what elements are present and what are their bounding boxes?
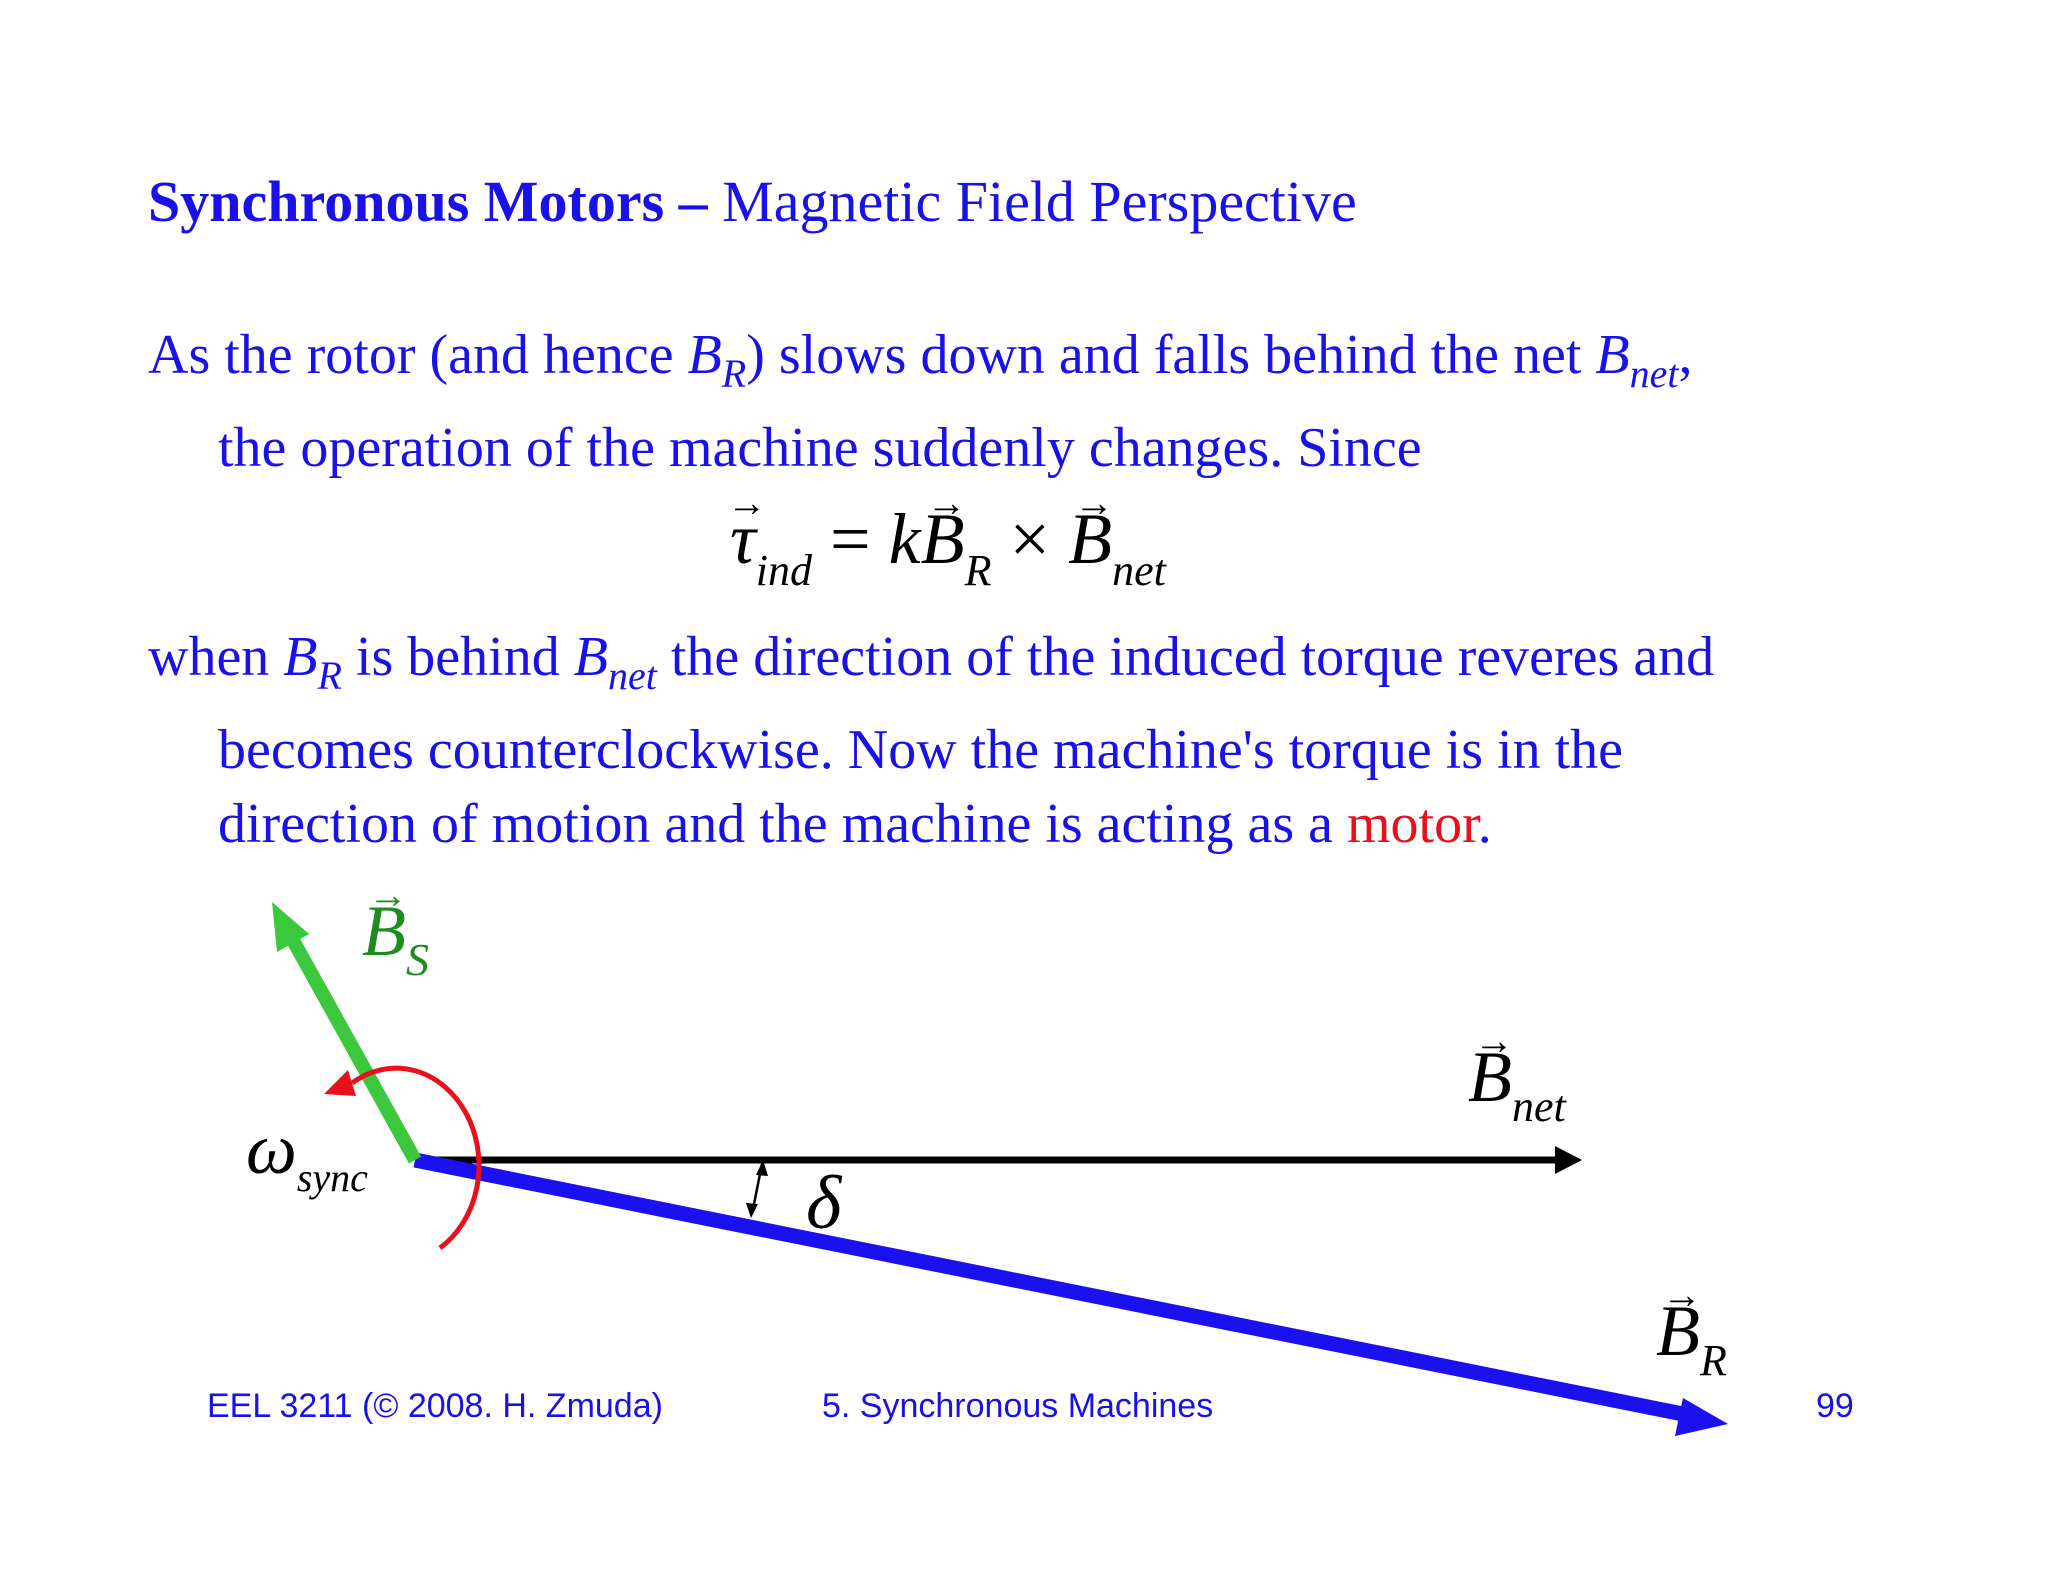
br-vector: → B	[921, 498, 965, 581]
paragraph-2-line-3: direction of motion and the machine is acting as a motor.	[218, 793, 1492, 855]
title-bold: Synchronous Motors –	[148, 169, 708, 234]
br-label: → $B_R$	[1656, 1290, 1727, 1386]
bnet-vector: → B	[1068, 498, 1112, 581]
tau-vector: → τ	[730, 498, 756, 581]
motor-word: motor	[1347, 793, 1478, 855]
footer-page-number: 99	[1816, 1387, 1854, 1425]
footer-course: EEL 3211 (© 2008. H. Zmuda)	[207, 1387, 663, 1425]
rotation-arrowhead	[324, 1070, 356, 1096]
delta-arrowhead-bottom	[746, 1203, 758, 1218]
paragraph-2-line-1: when $B_R$ is behind $B_{net}$ the direction of the induced torque reveres and	[148, 626, 1715, 698]
paragraph-1-line-2: the operation of the machine suddenly changes. Since	[218, 417, 1422, 479]
br-arrow	[415, 1160, 1688, 1415]
paragraph-1-line-1: As the rotor (and hence $B_R$) slows down and falls behind the net $B_{net}$,	[148, 324, 1693, 396]
br-arrowhead	[1675, 1398, 1728, 1436]
paragraph-2-line-2: becomes counterclockwise. Now the machine's torque is in the	[218, 719, 1624, 781]
footer-chapter: 5. Synchronous Machines	[822, 1387, 1214, 1425]
title-rest: Magnetic Field Perspective	[707, 169, 1357, 234]
torque-equation: → $\tau_{ind} = k\to B_R$ × → $B_{net}$	[730, 498, 1166, 596]
bnet-arrowhead	[1555, 1146, 1582, 1174]
bnet-label: → $B_{net}$	[1468, 1036, 1566, 1132]
bs-label: → $B_S$	[362, 890, 429, 986]
delta-label: δ	[806, 1161, 842, 1245]
omega-sync-label: $\omega_{sync}$	[246, 1109, 368, 1200]
